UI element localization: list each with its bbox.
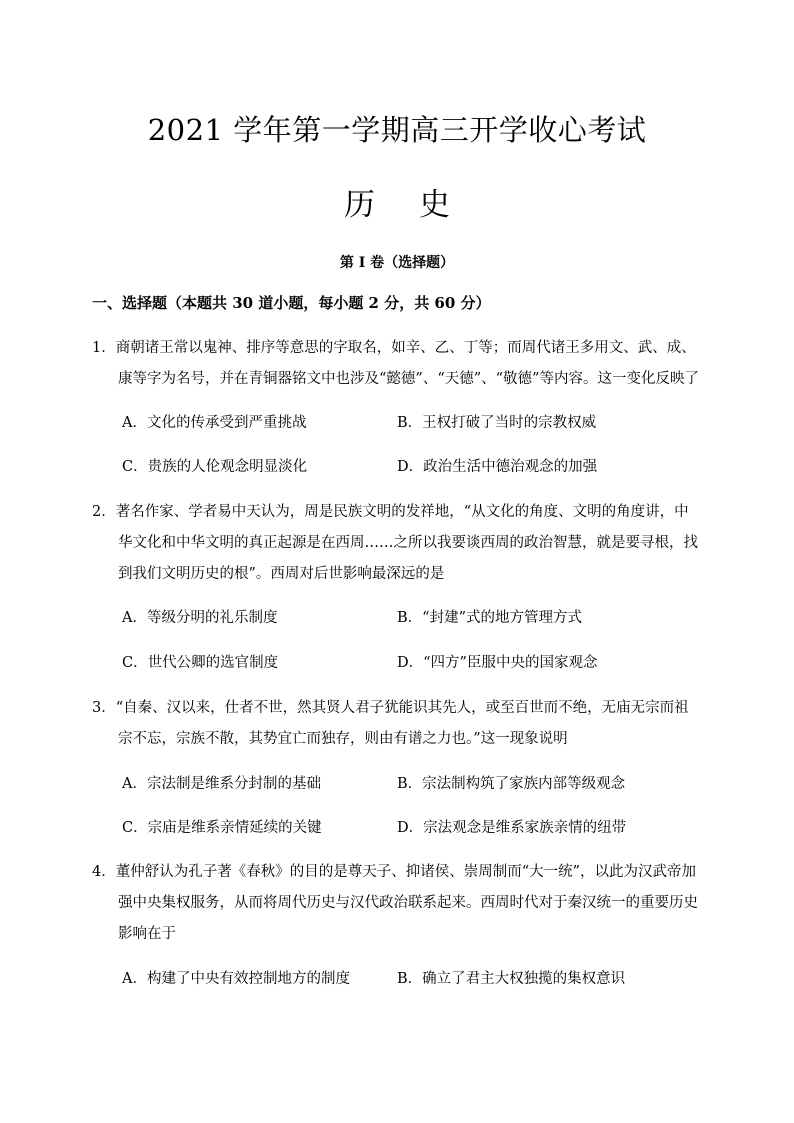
question-4-line-2: 强中央集权服务，从而将周代历史与汉代政治联系起来。西周时代对于秦汉统一的重要历史 bbox=[118, 895, 698, 911]
question-2-option-b: B．“封建”式的地方管理方式 bbox=[397, 610, 582, 626]
question-2-line-1: 2．著名作家、学者易中天认为，周是民族文明的发祥地，“从文化的角度、文明的角度讲，中 bbox=[92, 504, 689, 520]
question-2-option-a: A．等级分明的礼乐制度 bbox=[122, 610, 278, 626]
section-heading: 一、选择题（本题共 30 道小题，每小题 2 分，共 60 分） bbox=[92, 294, 491, 312]
question-3-option-b: B．宗法制构筑了家族内部等级观念 bbox=[397, 776, 626, 792]
volume-heading: 第 I 卷（选择题） bbox=[339, 255, 455, 271]
question-4-option-b: B．确立了君主大权独揽的集权意识 bbox=[397, 971, 626, 987]
question-3-line-2: 宗不忘，宗族不散，其势宜亡而独存，则由有谱之力也。”这一现象说明 bbox=[118, 731, 568, 747]
question-4-option-a: A．构建了中央有效控制地方的制度 bbox=[122, 971, 350, 987]
question-3-option-d: D．宗法观念是维系家族亲情的纽带 bbox=[397, 820, 627, 836]
question-1-line-1: 1．商朝诸王常以鬼神、排序等意思的字取名，如辛、乙、丁等；而周代诸王多用文、武、成、 bbox=[92, 340, 696, 356]
question-1-option-d: D．政治生活中德治观念的加强 bbox=[397, 459, 598, 475]
question-2-line-3: 到我们文明历史的根”。西周对后世影响最深远的是 bbox=[118, 566, 445, 582]
question-2-line-2: 华文化和中华文明的真正起源是在西周……之所以我要谈西周的政治智慧，就是要寻根，找 bbox=[118, 535, 698, 551]
question-1-line-2: 康等字为名号，并在青铜器铭文中也涉及“懿德”、“天德”、“敬德”等内容。这一变化反映了 bbox=[118, 371, 699, 387]
subject-title: 历史 bbox=[344, 187, 494, 223]
question-2-option-c: C．世代公卿的选官制度 bbox=[122, 655, 279, 671]
question-3-option-c: C．宗庙是维系亲情延续的关键 bbox=[122, 820, 322, 836]
question-3-option-a: A．宗法制是维系分封制的基础 bbox=[122, 776, 321, 792]
exam-title: 2021 学年第一学期高三开学收心考试 bbox=[147, 113, 647, 147]
question-4-line-1: 4．董仲舒认为孔子著《春秋》的目的是尊天子、抑诸侯、崇周制而“大一统”，以此为汉武帝加 bbox=[92, 864, 697, 880]
question-4-line-3: 影响在于 bbox=[118, 926, 176, 942]
question-3-line-1: 3．“自秦、汉以来，仕者不世，然其贤人君子犹能识其先人，或至百世而不绝，无庙无宗而祖 bbox=[92, 700, 689, 716]
question-2-option-d: D．“四方”臣服中央的国家观念 bbox=[397, 655, 598, 671]
question-1-option-a: A．文化的传承受到严重挑战 bbox=[122, 415, 307, 431]
question-1-option-c: C．贵族的人伦观念明显淡化 bbox=[122, 459, 308, 475]
question-1-option-b: B．王权打破了当时的宗教权威 bbox=[397, 415, 597, 431]
